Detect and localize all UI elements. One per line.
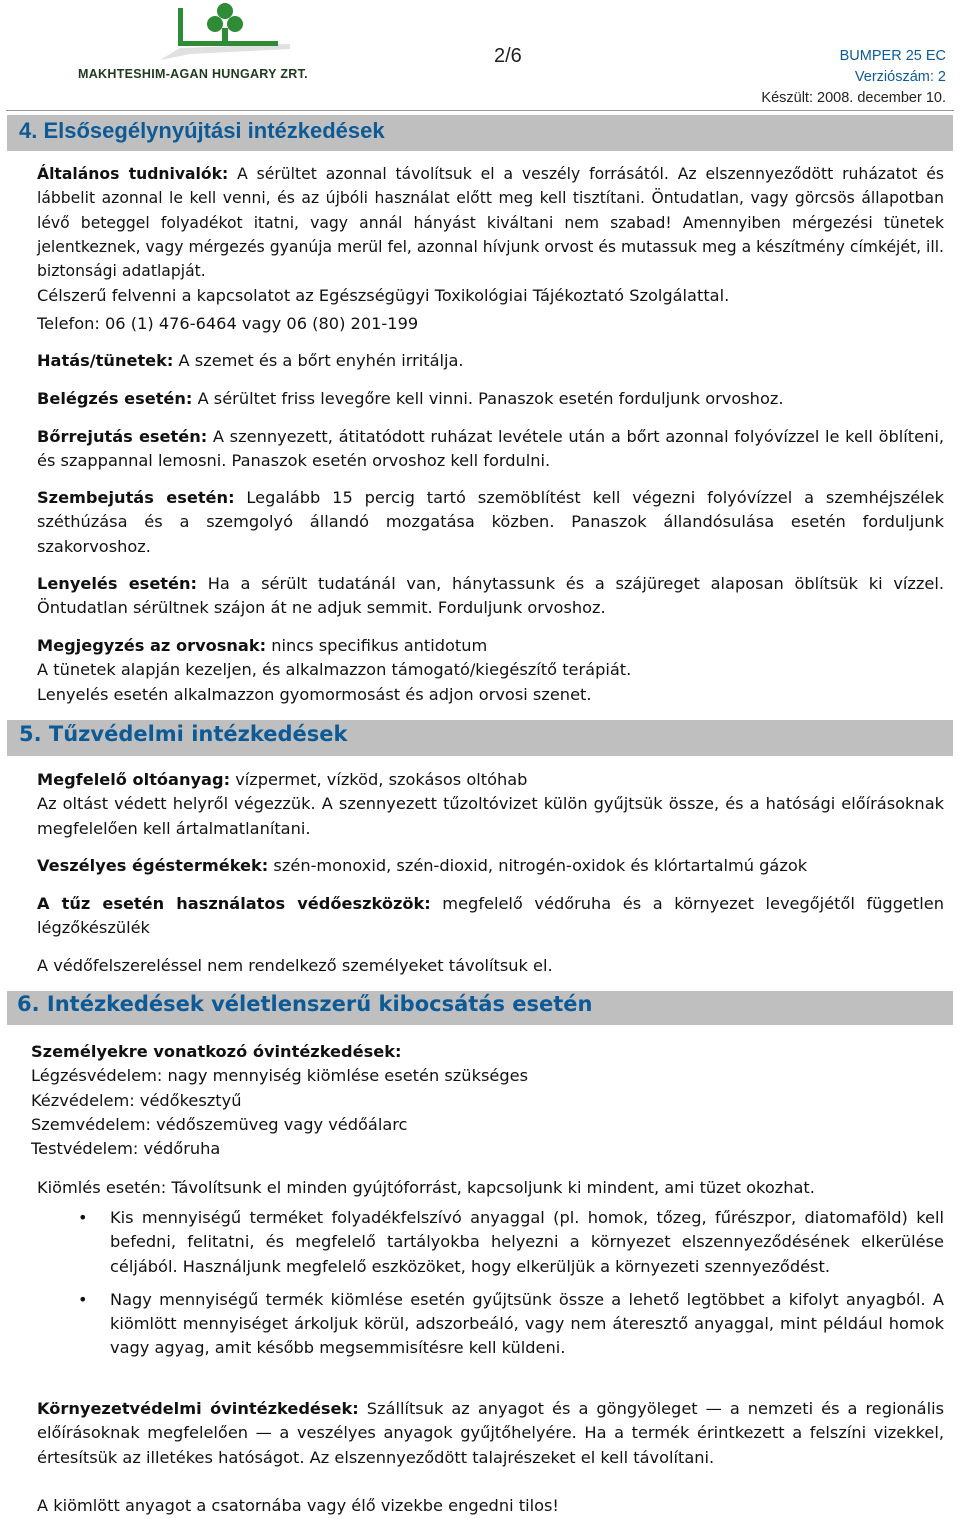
effects-label: Hatás/tünetek: <box>37 351 174 370</box>
combustion-products-text: szén-monoxid, szén-dioxid, nitrogén-oxidok és klórtartalmú gázok <box>268 856 808 875</box>
combustion-products-paragraph <box>37 854 944 878</box>
drain-warning: A kiömlött anyagot a csatornába vagy élő vizekbe engedni tilos! <box>37 1496 559 1515</box>
eye-contact-label: Szembejutás esetén: <box>37 488 235 507</box>
small-spill-text: Kis mennyiségű terméket folyadékfelszívó anyaggal (pl. homok, tőzeg, fűrészpor, diatomaföld) kell befedni, felitatni, és megfelelő tartályokba helyezni a környezet elszennyeződésének elkerülése céljából. Használjunk megfelelő eszközöket, hogy elkerüljük a környezeti szennyeződést. <box>110 1208 944 1276</box>
fire-protective-gear-label: A tűz esetén használatos védőeszközök: <box>37 894 431 913</box>
ingestion-label: Lenyelés esetén: <box>37 574 198 593</box>
skin-contact-paragraph <box>37 425 944 474</box>
ingestion-paragraph <box>37 572 944 621</box>
extinguishing-agent-label: Megfelelő oltóanyag: <box>37 770 231 789</box>
doctor-note-label: Megjegyzés az orvosnak: <box>37 636 267 655</box>
eye-contact-paragraph <box>37 486 944 559</box>
combustion-products-label: Veszélyes égéstermékek: <box>37 856 269 875</box>
effects-paragraph <box>37 349 944 373</box>
evacuation-note: A védőfelszereléssel nem rendelkező személyeket távolítsuk el. <box>37 956 553 975</box>
general-info-text: A sérültet azonnal távolítsuk el a veszély forrásától. Az elszennyeződött ruházatot és lábbelit azonnal le kell venni, és az újbóli használat előtt meg kell tisztítani. Öntudatlan, vagy görcsös állapotban lévő beteggel folyadékot itatni, vagy annál hányást kiváltani nem szabad! Amennyiben mérgezési tünetek jelentkeznek, vagy mérgezés gyanúja merül fel, azonnal hívjunk orvost és mutassuk meg a készítmény címkéjét, ill. biztonsági adatlapját. <box>37 165 944 281</box>
large-spill-text: Nagy mennyiségű termék kiömlése esetén gyűjtsünk össze a lehető legtöbbet a kifolyt anyagból. A kiömlött mennyiséget árkoljuk körül, adszorbeáló, vagy nem áteresztő anyaggal, mint például homok vagy agyag, amit később megsemmisítésre kell küldeni. <box>110 1289 944 1358</box>
fire-protective-gear-paragraph <box>37 892 944 941</box>
eye-contact-text: Legalább 15 percig tartó szemöblítést kell végezni folyóvízzel a szemhéjszélek széthúzása és a szemgolyó állandó mozgatása közben. Panaszok állandósulása esetén forduljunk szakorvoshoz. <box>37 488 944 556</box>
doctor-note-line-2: A tünetek alapján kezeljen, és alkalmazzon támogató/kiegészítő terápiát. <box>37 660 632 680</box>
toxicology-phone: Telefon: 06 (1) 476-6464 vagy 06 (80) 201-199 <box>37 314 419 333</box>
ingestion-text: Ha a sérült tudatánál van, hánytassunk és a szájüreget alaposan öblítsük ki vízzel. Öntudatlan sérültnek szájon át ne adjuk semmit. Forduljunk orvoshoz. <box>37 574 944 618</box>
doctor-note-line-3: Lenyelés esetén alkalmazzon gyomormosást és adjon orvosi szenet. <box>37 684 592 704</box>
inhalation-paragraph <box>37 387 944 411</box>
header-divider <box>6 110 954 111</box>
extinguishing-agent-line <box>37 768 944 792</box>
extinguishing-agent-paragraph <box>37 768 944 841</box>
page-number: 2/6 <box>494 45 522 67</box>
personal-precautions-label: Személyekre vonatkozó óvintézkedések: <box>31 1042 402 1061</box>
list-item <box>78 1206 944 1279</box>
inhalation-label: Belégzés esetén: <box>37 389 193 408</box>
spill-instruction: Kiömlés esetén: Távolítsunk el minden gyújtóforrást, kapcsoljunk ki mindent, ami tüzet okozhat. <box>37 1178 815 1197</box>
hand-protection: Kézvédelem: védőkesztyű <box>31 1090 242 1110</box>
version-number: Verziószám: 2 <box>854 69 946 85</box>
company-logo-icon <box>160 0 290 62</box>
environmental-precautions <box>37 1397 944 1470</box>
product-name: BUMPER 25 EC <box>839 48 946 64</box>
spill-measures-list <box>78 1206 944 1361</box>
skin-contact-label: Bőrrejutás esetén: <box>37 427 208 446</box>
effects-text: A szemet és a bőrt enyhén irritálja. <box>173 351 464 370</box>
doctor-note-line-1 <box>37 634 944 658</box>
eye-protection: Szemvédelem: védőszemüveg vagy védőálarc <box>31 1114 408 1134</box>
section-4-heading: 4. Elsősegélynyújtási intézkedések <box>7 115 953 151</box>
general-info-label: Általános tudnivalók: <box>37 165 229 183</box>
environmental-precautions-label: Környezetvédelmi óvintézkedések: <box>37 1399 359 1418</box>
doctor-note-text: nincs specifikus antidotum <box>266 636 488 655</box>
company-name: MAKHTESHIM-AGAN HUNGARY ZRT. <box>78 67 308 81</box>
extinguishing-note: Az oltást védett helyről végezzük. A szennyezett tűzoltóvizet külön gyűjtsük össze, és a hatósági előírásoknak megfelelően kell ártalmatlanítani. <box>37 794 944 838</box>
bullet-icon: • <box>78 1208 88 1227</box>
inhalation-text: A sérültet friss levegőre kell vinni. Panaszok esetén forduljunk orvoshoz. <box>192 389 784 408</box>
extinguishing-agent-text: vízpermet, vízköd, szokásos oltóhab <box>230 770 528 789</box>
general-info-paragraph <box>37 162 944 283</box>
respiratory-protection: Légzésvédelem: nagy mennyiség kiömlése esetén szükséges <box>31 1066 528 1086</box>
doctor-note <box>37 634 944 707</box>
list-item <box>78 1288 944 1361</box>
body-protection: Testvédelem: védőruha <box>31 1139 221 1159</box>
environmental-precautions-text: Szállítsuk az anyagot és a göngyöleget — a nemzeti és a regionális előírásoknak megfelelően — a veszélyes anyagok gyűjtőhelyére. Ha a termék érintkezett a felszíni vizekkel, értesítsük az illetékes hatóságot. Az elszennyeződött talajrészeket el kell távolítani. <box>37 1399 944 1467</box>
bullet-icon: • <box>78 1289 88 1309</box>
fire-protective-gear-text: megfelelő védőruha és a környezet levegőjétől független légzőkészülék <box>37 894 944 938</box>
personal-precautions <box>31 1040 938 1161</box>
creation-date: Készült: 2008. december 10. <box>761 90 946 106</box>
section-6-heading: 6. Intézkedések véletlenszerű kibocsátás esetén <box>7 991 953 1025</box>
document-info <box>761 46 946 109</box>
toxicology-contact: Célszerű felvenni a kapcsolatot az Egészségügyi Toxikológiai Tájékoztató Szolgálattal. <box>37 286 730 305</box>
skin-contact-text: A szennyezett, átitatódott ruházat levétele után a bőrt azonnal folyóvízzel le kell öblíteni, és szappannal lemosni. Panaszok esetén orvoshoz kell fordulni. <box>37 427 944 471</box>
section-5-heading: 5. Tűzvédelmi intézkedések <box>7 720 953 756</box>
